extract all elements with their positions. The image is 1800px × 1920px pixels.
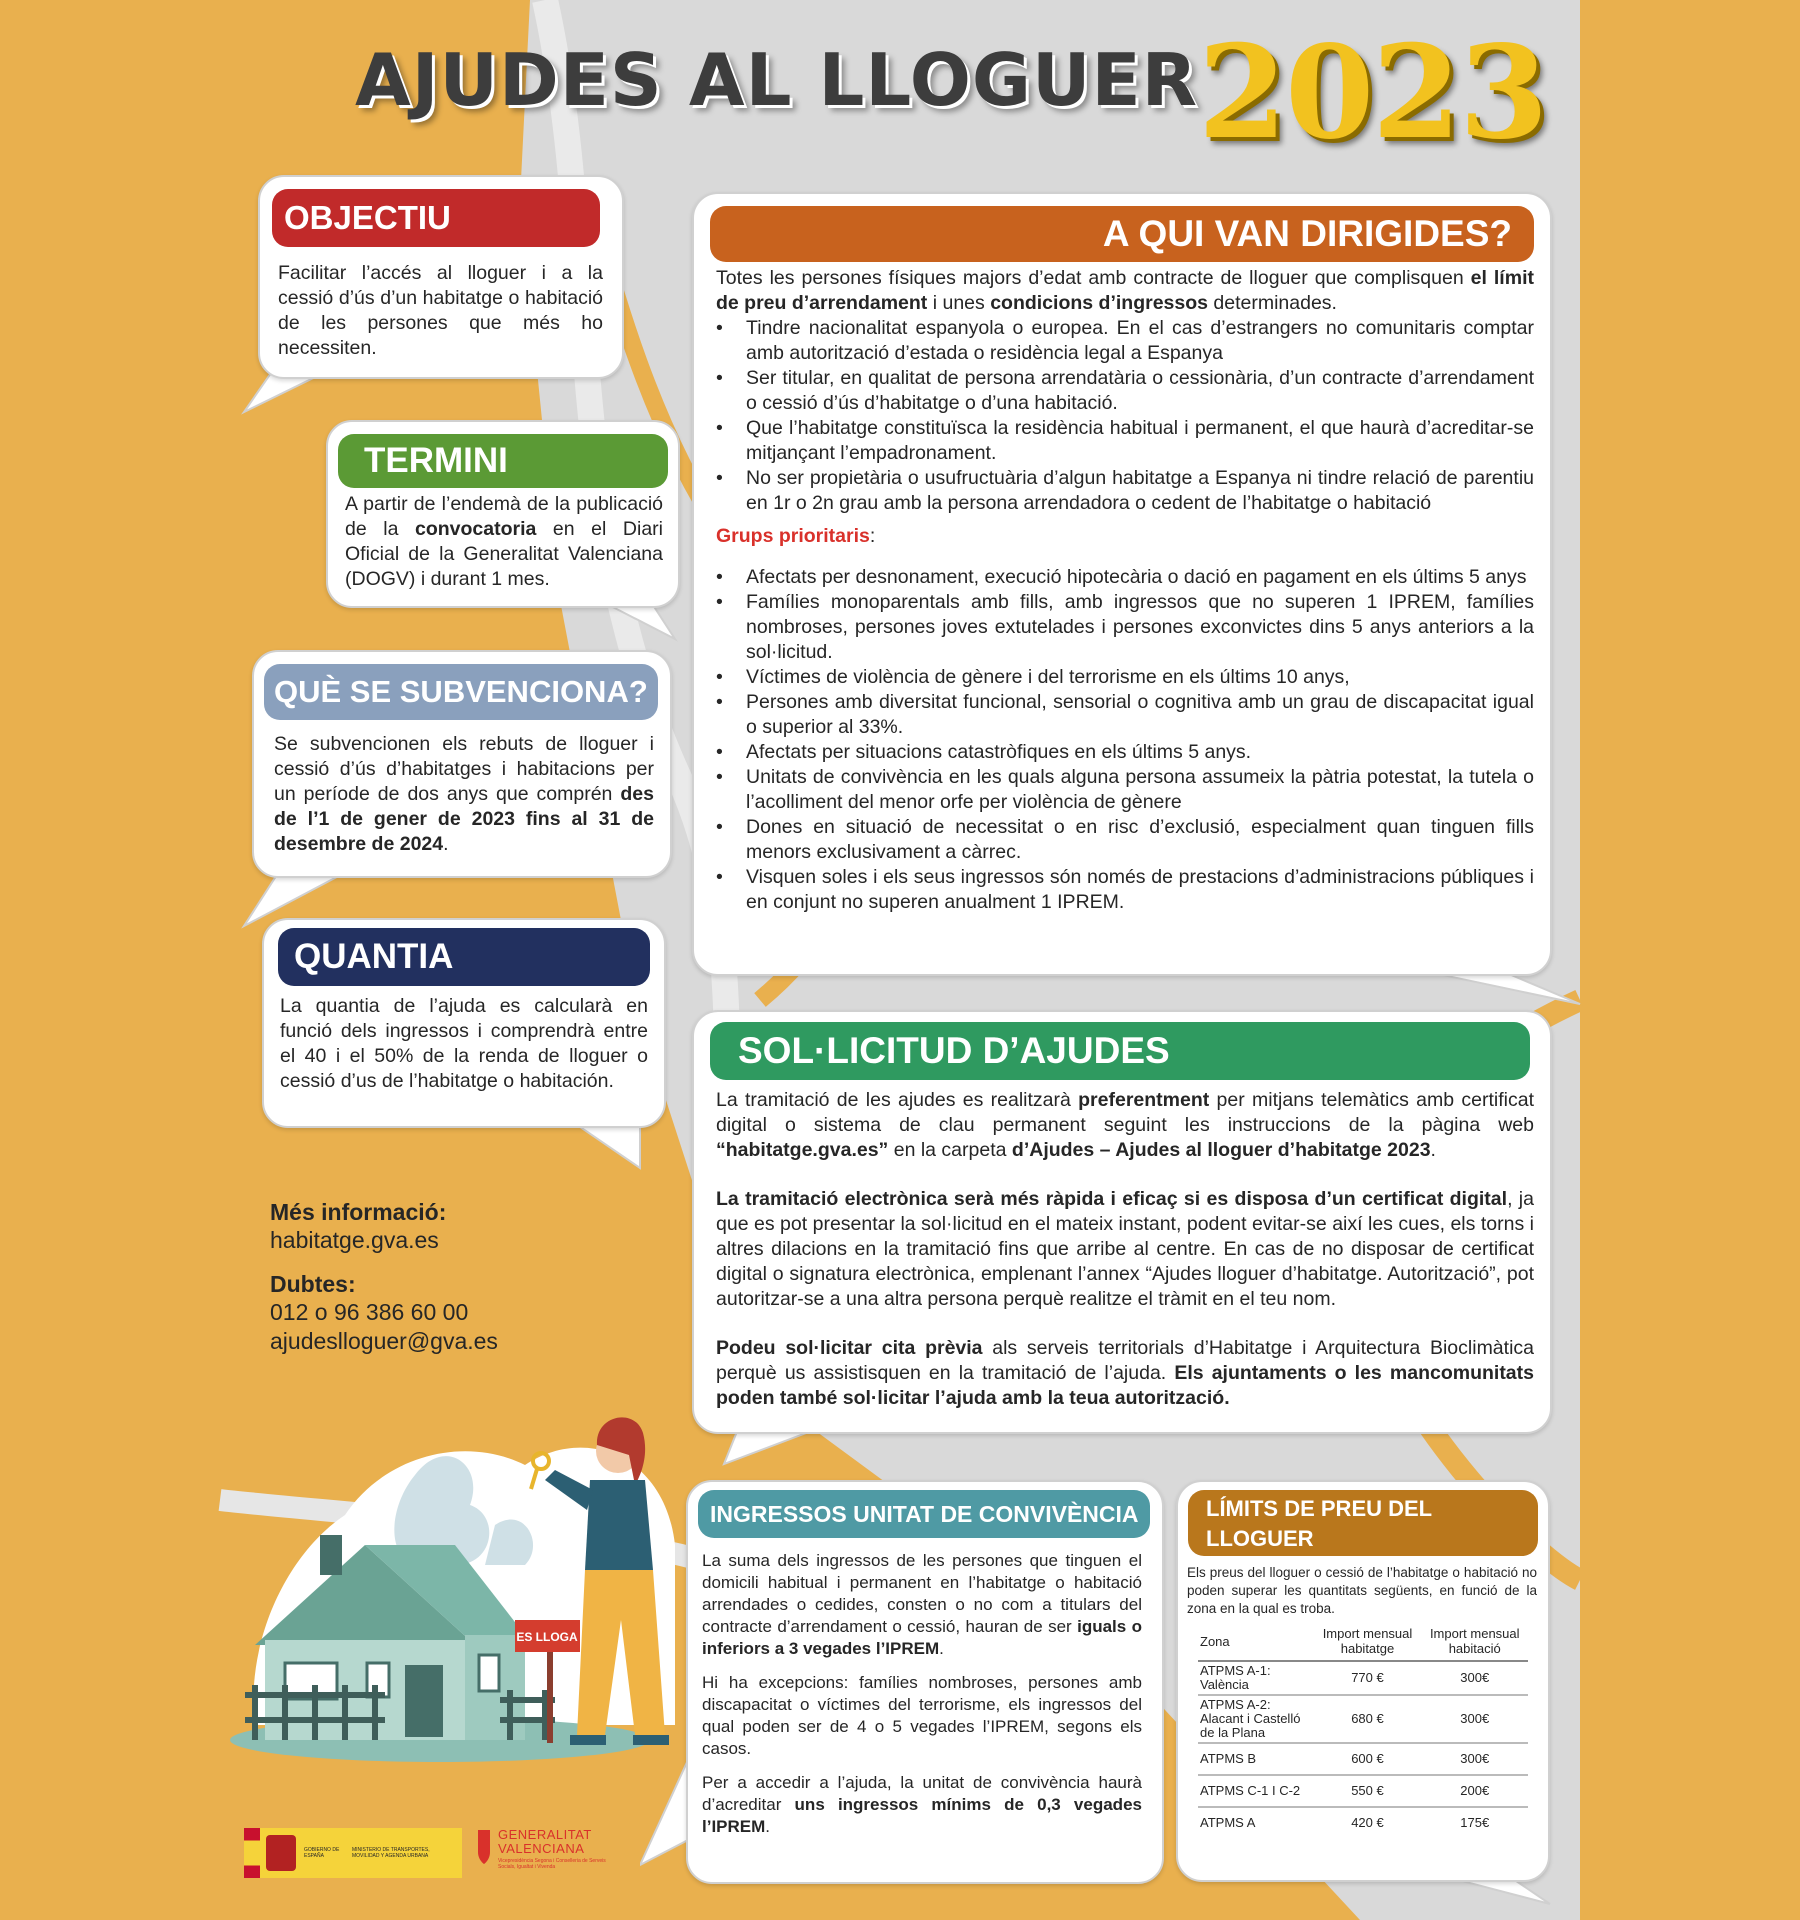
generalitat-logo: [474, 1826, 614, 1886]
mes-informacio-label: Més informació:: [270, 1199, 447, 1225]
price-cell: 300€: [1421, 1743, 1528, 1775]
termini-bubble: [326, 420, 680, 608]
limits-table: [1198, 1622, 1528, 1838]
woman-shirt: [585, 1480, 653, 1570]
list-item: • Afectats per desnonament, execució hipotecària o dació en pagament en els últims 5 anys: [746, 565, 1534, 590]
groups-list: [716, 565, 1534, 915]
subvenciona-text: Se subvencionen els rebuts de lloguer i cessió d’ús d’habitatges i habitacions per un període de dos anys que comprén des de l’1 de gener de 2023 fins al 31 de desembre de 2024.: [274, 733, 654, 855]
table-row: [1198, 1695, 1528, 1743]
limits-bubble: [1176, 1480, 1550, 1882]
email-link[interactable]: ajudeslloguer@gva.es: [270, 1328, 498, 1354]
ingressos-body: [702, 1550, 1142, 1838]
solicitud-paragraph-1: La tramitació de les ajudes es realitzarà preferentment per mitjans telemàtics amb certificat digital o sistema de clau permanent seguint les instruccions de la pàgina web “habitatge.gva.es” en la carpeta d’Ajudes – Ajudes al lloguer d’habitatge 2023.: [716, 1089, 1534, 1161]
limits-heading-line-2: LLOGUER: [1206, 1526, 1314, 1551]
year-title: 2023: [1198, 18, 1547, 168]
list-item: • Visquen soles i els seus ingressos són només de prestacions d’administracions públiques i en conjunt no superen anualment 1 IPREM.: [746, 865, 1534, 915]
limits-table-wrap: [1198, 1622, 1528, 1838]
solicitud-bubble: [692, 1010, 1552, 1434]
subvenciona-bubble: [252, 650, 672, 878]
house-door: [405, 1665, 443, 1737]
flag-icon: [244, 1828, 260, 1878]
mes-informacio-link[interactable]: habitatge.gva.es: [270, 1227, 439, 1253]
woman-shoe: [570, 1735, 606, 1745]
termini-text: A partir de l’endemà de la publicació de la convocatoria en el Diari Oficial de la Generalitat Valenciana (DOGV) i durant 1 mes.: [345, 493, 663, 590]
solicitud-body: [716, 1088, 1534, 1411]
dirigides-bubble: [692, 192, 1552, 976]
gov-text-1: GOBIERNO DE ESPAÑA: [304, 1847, 340, 1859]
list-item: • Famílies monoparentals amb fills, amb ingressos que no superen 1 IPREM, famílies nombroses, persones joves extutelades i persones exconvictes dins 5 anys anteriors a la sol·licitud.: [746, 590, 1534, 665]
chimney: [320, 1535, 342, 1575]
price-cell: 420 €: [1351, 1815, 1384, 1830]
ingressos-paragraph-2: Hi ha excepcions: famílies nombroses, persones amb discapacitat o víctimes del terrorisme, els ingressos del qual poden ser de 4 o 5 vegades l’IPREM, segons els casos.: [702, 1673, 1142, 1758]
objectiu-text: Facilitar l’accés al lloguer i a la cessió d’ús d’un habitatge o habitació de les persones que més ho necessiten.: [278, 262, 603, 359]
page-title: AJUDES AL LLOGUER: [355, 38, 1199, 122]
zone-cell: ATPMS C-1 I C-2: [1198, 1775, 1314, 1807]
solicitud-heading: SOL·LICITUD D’AJUDES: [710, 1022, 1530, 1080]
subvenciona-heading: QUÈ SE SUBVENCIONA?: [264, 664, 658, 720]
dirigides-body: [716, 266, 1534, 915]
list-item: • Que l’habitatge constituïsca la residència habitual i permanent, el que haurà d’acreditar-se mitjançant l’empadronament.: [746, 416, 1534, 466]
table-row: [1198, 1807, 1528, 1838]
list-item: • Víctimes de violència de gènere i del terrorisme en els últims 10 anys,: [746, 665, 1534, 690]
price-cell: 300€: [1421, 1695, 1528, 1743]
government-logo: [244, 1828, 462, 1878]
gov-text-2: MINISTERIO DE TRANSPORTES, MOVILIDAD Y AGENDA URBANA: [352, 1847, 430, 1859]
coat-of-arms-icon: [266, 1835, 296, 1871]
dirigides-heading: A QUI VAN DIRIGIDES?: [710, 206, 1534, 262]
price-cell: 300€: [1421, 1661, 1528, 1695]
quantia-bubble: [262, 918, 666, 1128]
solicitud-paragraph-2: La tramitació electrònica serà més ràpida i eficaç si es disposa d’un certificat digital, ja que es pot presentar la sol·licitud en el mateix instant, podent evitar-se així les cues, els torns i altres dilacions en la tramitació fins que arribe al centre. En cas de no disposar de certificat digital o signatura electrònica, emplenant l’annex “Ajudes lloguer d’habitatge. Autorització”, pot autoritzar-se a una altra persona perquè realitze el tràmit en el teu nom.: [716, 1188, 1534, 1310]
list-item: • Unitats de convivència en les quals alguna persona assumeix la pàtria potestat, la tutela o l’acolliment del menor orfe per violència de gènere: [746, 765, 1534, 815]
generalitat-crest-icon: [474, 1826, 494, 1866]
table-row: [1198, 1743, 1528, 1775]
objectiu-heading: OBJECTIU: [272, 189, 600, 247]
price-cell: 680 €: [1314, 1695, 1422, 1743]
for-rent-sign-text: ES LLOGA: [516, 1630, 578, 1644]
quantia-heading: QUANTIA: [278, 928, 650, 986]
zone-cell: ATPMS A: [1200, 1815, 1256, 1830]
termini-heading: TERMINI: [338, 434, 668, 488]
objectiu-bubble: [258, 175, 624, 379]
list-item: • Tindre nacionalitat espanyola o europea. En el cas d’estrangers no comunitaris comptar amb autorització d’estada o residència legal a Espanya: [746, 316, 1534, 366]
ingressos-paragraph-1: La suma dels ingressos de les persones que tinguen el domicili habitual i permanent en l’habitatge o habitació arrendades o cedides, consten o no com a titulars del contracte d’arrendament o cessió, hauran de ser iguals o inferiors a 3 vegades l’IPREM.: [702, 1551, 1142, 1658]
phone-number: 012 o 96 386 60 00: [270, 1299, 469, 1325]
generalitat-name-1: GENERALITAT: [498, 1827, 592, 1842]
price-cell: 770 €: [1314, 1661, 1422, 1695]
table-header-row: [1198, 1622, 1528, 1661]
ingressos-heading: INGRESSOS UNITAT DE CONVIVÈNCIA: [698, 1490, 1150, 1538]
list-item: • Persones amb diversitat funcional, sensorial o cognitiva amb un grau de discapacitat igual o superior al 33%.: [746, 690, 1534, 740]
woman-shoe: [633, 1735, 669, 1745]
zone-cell: ATPMS A-2: Alacant i Castelló de la Plana: [1198, 1695, 1314, 1743]
grups-prioritaris-label: Grups prioritaris:: [716, 525, 876, 547]
limits-intro: Els preus del lloguer o cessió de l’habitatge o habitació no poden superar les quantitats següents, en funció de la zona en la qual es troba.: [1187, 1565, 1537, 1616]
ingressos-bubble: [686, 1480, 1164, 1884]
list-item: • Ser titular, en qualitat de persona arrendatària o cessionària, d’un contracte d’arrendament o cessió d’ús d’habitatge o d’una habitació.: [746, 366, 1534, 416]
table-row: [1198, 1661, 1528, 1695]
zone-cell: ATPMS B: [1198, 1743, 1314, 1775]
price-cell: 550 €: [1314, 1775, 1422, 1807]
requirements-list: [716, 316, 1534, 516]
ingressos-paragraph-3: Per a accedir a l’ajuda, la unitat de convivència haurà d’acreditar uns ingressos mínims de 0,3 vegades l’IPREM.: [702, 1773, 1142, 1836]
list-item: • Dones en situació de necessitat o en risc d’exclusió, especialment quan tinguen fills menors exclusivament a càrrec.: [746, 815, 1534, 865]
price-cell: 600 €: [1314, 1743, 1422, 1775]
price-cell: 175€: [1460, 1815, 1490, 1830]
column-header: Import mensual habitació: [1421, 1622, 1528, 1661]
dubtes-label: Dubtes:: [270, 1271, 356, 1297]
dirigides-intro: Totes les persones físiques majors d’edat amb contracte de lloguer que complisquen el límit de preu d’arrendament i unes condicions d’ingressos determinades.: [716, 267, 1534, 314]
price-cell: 200€: [1421, 1775, 1528, 1807]
quantia-text: La quantia de l’ajuda es calcularà en funció dels ingressos i comprendrà entre el 40 i el 50% de la renda de lloguer o cessió d’us de l’habitatge o habitación.: [280, 995, 648, 1092]
bubble-tail: [560, 1120, 680, 1180]
list-item: • No ser propietària o usufructuària d’algun habitatge a Espanya ni tindre relació de parentiu en 1r o 2n grau amb la persona arrendadora o cedent de l’habitatge o habitació: [746, 466, 1534, 516]
limits-heading-line-1: LÍMITS DE PREU DEL: [1206, 1496, 1433, 1521]
column-header: Zona: [1198, 1622, 1314, 1661]
generalitat-name-2: VALENCIANA: [498, 1841, 585, 1856]
generalitat-sub: Vicepresidència Segona i Conselleria de Serveis Socials, Igualtat i Vivenda: [498, 1858, 606, 1870]
house-illustration: [225, 1395, 685, 1785]
table-row: [1198, 1775, 1528, 1807]
list-item: • Afectats per situacions catastròfiques en els últims 5 anys.: [746, 740, 1534, 765]
zone-cell: ATPMS A-1: València: [1198, 1661, 1314, 1695]
limits-heading: [1188, 1490, 1538, 1556]
solicitud-paragraph-3: Podeu sol·licitar cita prèvia als serveis territorials d’Habitatge i Arquitectura Bioclimàtica perquè us assistisquen en la tramitació de l’ajuda. Els ajuntaments o les mancomunitats poden també sol·licitar l’ajuda amb la teua autorització.: [716, 1337, 1534, 1409]
column-header: Import mensual habitatge: [1314, 1622, 1422, 1661]
house-window: [479, 1655, 499, 1691]
